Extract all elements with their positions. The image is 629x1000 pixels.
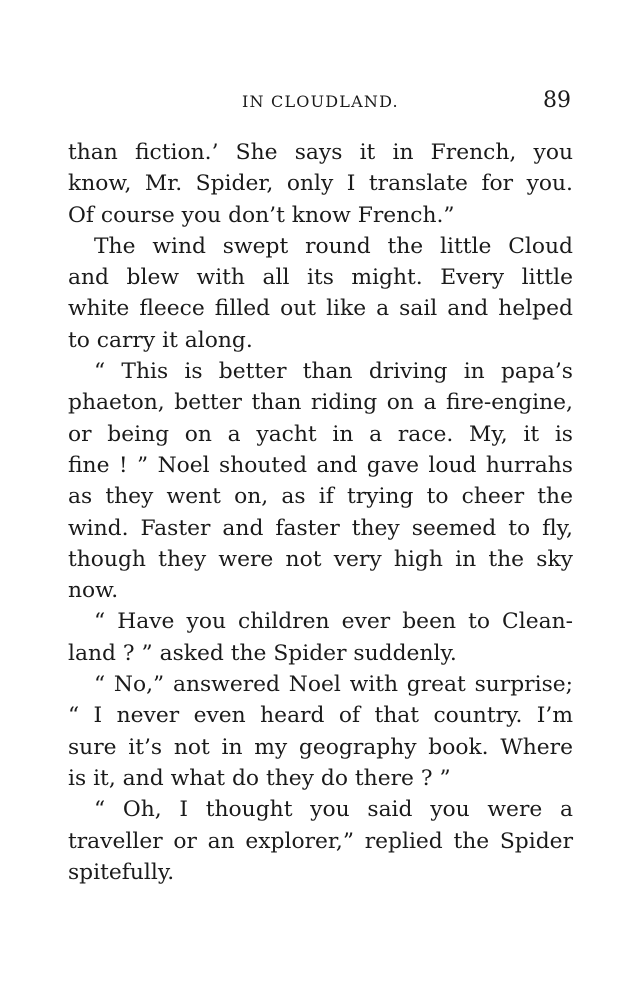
text-line: know, Mr. Spider, only I translate for you. <box>68 171 573 197</box>
text-line: The wind swept round the little Cloud <box>94 233 573 259</box>
text-line: “ No,” answered Noel with great surprise; <box>94 672 573 698</box>
running-head: IN CLOUDLAND. <box>242 92 399 111</box>
text-line: or being on a yacht in a race. My, it is <box>68 421 573 447</box>
text-line: wind. Faster and faster they seemed to fly, <box>68 515 573 541</box>
text-line: though they were not very high in the sky <box>68 546 573 572</box>
body-text <box>68 137 573 888</box>
text-line: “ I never even heard of that country. I’m <box>68 703 573 729</box>
text-line: is it, and what do they do there ? ” <box>68 765 451 791</box>
text-line: and blew with all its might. Every little <box>68 265 573 291</box>
text-line: white fleece filled out like a sail and helped <box>68 296 573 322</box>
text-line: Of course you don’t know French.” <box>68 202 455 228</box>
page-number: 89 <box>543 88 571 113</box>
text-line: sure it’s not in my geography book. Where <box>68 734 573 760</box>
text-line: now. <box>68 578 119 604</box>
text-line: than fiction.’ She says it in French, you <box>68 140 573 165</box>
text-line: spitefully. <box>68 859 175 885</box>
text-line: traveller or an explorer,” replied the Spider <box>68 828 573 854</box>
text-line: land ? ” asked the Spider suddenly. <box>68 640 457 666</box>
text-line: fine ! ” Noel shouted and gave loud hurrahs <box>68 452 573 478</box>
text-line: to carry it along. <box>68 327 253 353</box>
text-line: “ Have you children ever been to Clean- <box>94 609 573 635</box>
text-line: “ Oh, I thought you said you were a <box>94 797 573 823</box>
text-line: “ This is better than driving in papa’s <box>94 359 573 385</box>
text-line: as they went on, as if trying to cheer the <box>68 484 573 510</box>
text-line: phaeton, better than riding on a fire-engine, <box>68 390 573 416</box>
